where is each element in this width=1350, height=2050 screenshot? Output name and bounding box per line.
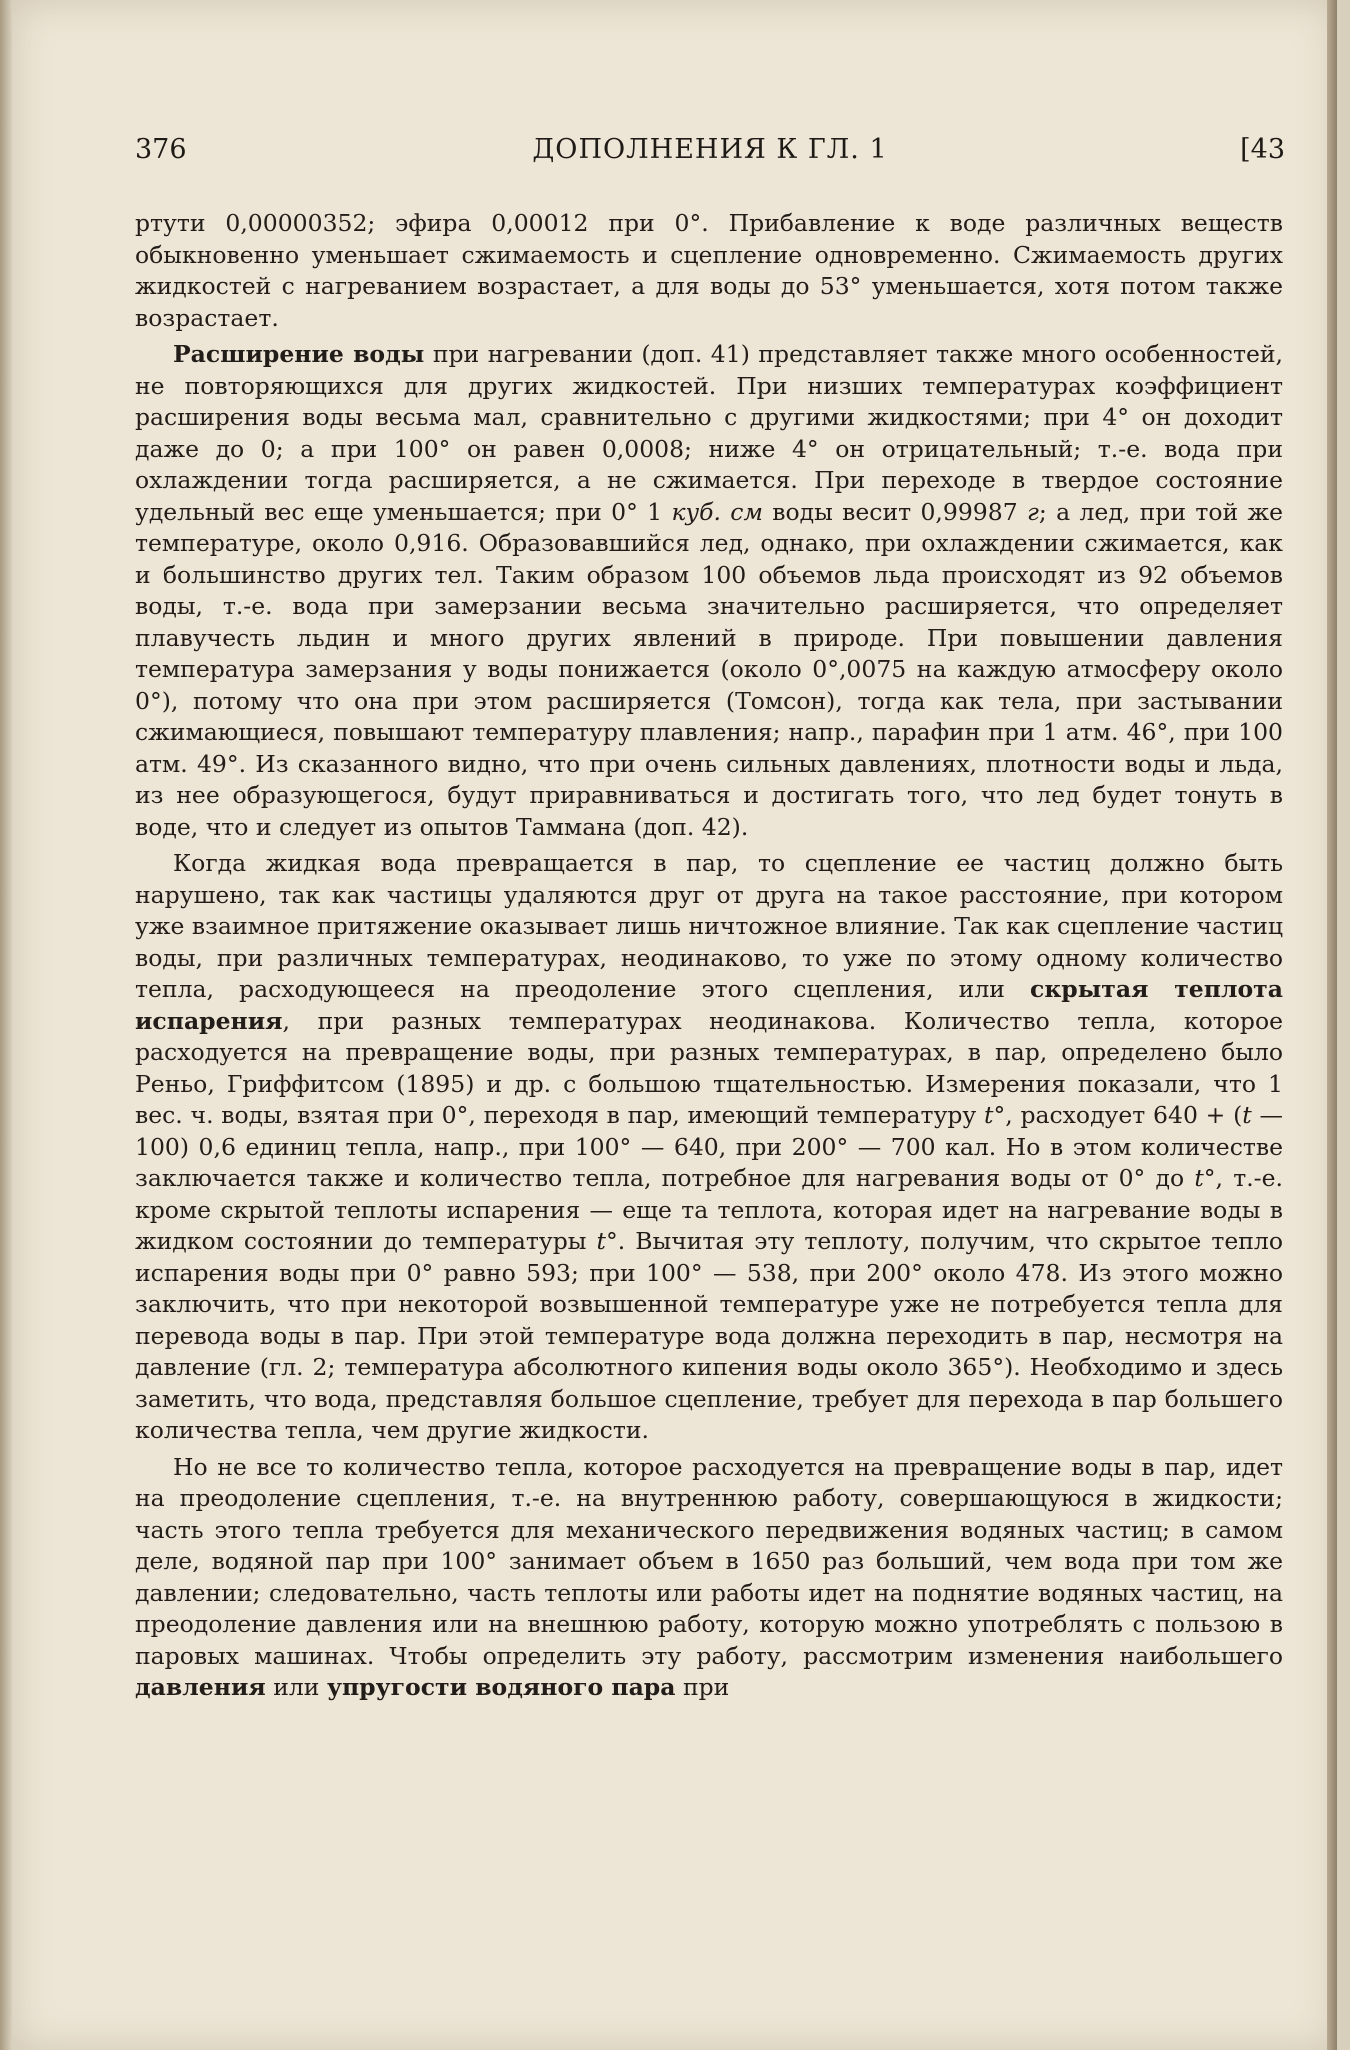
section-number: [43 [1240,134,1285,165]
term-pressure: давления [135,1673,266,1701]
term-latent-heat: скрытая теплота испарения [135,975,1283,1035]
page-number: 376 [135,134,187,165]
running-title: ДОПОЛНЕНИЯ К ГЛ. 1 [532,134,888,165]
term-vapor-elasticity: упругости водяного пара [326,1673,676,1701]
paragraph-2: Расширение воды при нагревании (доп. 41) представляет также много особенностей, не повторяющихся для других жидкостей. При низших температурах коэффициент расширения воды весьма мал, сравнительно с другими жидкостями; при 4° он доходит даже до 0; а при 100° он равен 0,0008; ниже 4° он отрицательный; т.-е. вода при охлаждении тогда расширяется, а не сжимается. При переходе в твердое состояние удельный вес еще уменьшается; при 0° 1 куб. см воды весит 0,99987 г; а лед, при той же температуре, около 0,916. Образовавшийся лед, однако, при охлаждении сжимается, как и большинство других тел. Таким образом 100 объемов льда происходят из 92 объемов воды, т.-е. вода при замерзании весьма значительно расширяется, что определяет плавучесть льдин и много других явлений в природе. При повышении давления температура замерзания у воды понижается (около 0°,0075 на каждую атмосферу около 0°), потому что она при этом расширяется (Томсон), тогда как тела, при застывании сжимающиеся, повышают температуру плавления; напр., парафин при 1 атм. 46°, при 100 атм. 49°. Из сказанного видно, что при очень сильных давлениях, плотности воды и льда, из нее образующегося, будут приравниваться и достигать того, что лед будет тонуть в воде, что и следует из опытов Таммана (доп. 42). [135,340,1284,841]
running-header [135,134,1285,174]
paragraph-4: Но не все то количество тепла, которое расходуется на превращение воды в пар, идет на преодоление сцепления, т.-е. на внутреннюю работу, совершающуюся в жидкости; часть этого тепла требуется для механического передвижения водяных частиц; в самом деле, водяной пар при 100° занимает объем в 1650 раз больший, чем вода при том же давлении; следовательно, часть теплоты или работы идет на поднятие водяных частиц, на преодоление давления или на внешнюю работу, которую можно употреблять с пользою в паровых машинах. Чтобы определить эту работу, рассмотрим изменения наибольшего давления или упругости водяного пара при [135,1452,1283,1701]
term-water-expansion: Расширение воды [173,340,425,368]
paragraph-1: ртути 0,00000352; эфира 0,00012 при 0°. Прибавление к воде различных веществ обыкновенно уменьшает сжимаемость и сцепление одновременно. Сжимаемость других жидкостей с нагреванием возрастает, а для воды до 53° уменьшается, хотя потом также возрастает. [135,209,1283,332]
page-edge [1327,0,1337,2050]
book-gutter [0,0,12,2050]
page-body [135,208,1283,1704]
paragraph-3: Когда жидкая вода превращается в пар, то сцепление ее частиц должно быть нарушено, так как частицы удаляются друг от друга на такое расстояние, при котором уже взаимное притяжение оказывает лишь ничтожное влияние. Так как сцепление частиц воды, при различных температурах, неодинаково, то уже по этому одному количество тепла, расходующееся на преодоление этого сцепления, или скрытая теплота испарения, при разных температурах неодинакова. Количество тепла, которое расходуется на превращение воды, при разных температурах, в пар, определено было Реньо, Гриффитсом (1895) и др. с большою тщательностью. Измерения показали, что 1 вес. ч. воды, взятая при 0°, переходя в пар, имеющий температуру t°, расходует 640 + (t — 100) 0,6 единиц тепла, напр., при 100° — 640, при 200° — 700 кал. Но в этом количестве заключается также и количество тепла, потребное для нагревания воды от 0° до t°, т.-е. кроме скрытой теплоты испарения — еще та теплота, которая идет на нагревание воды в жидком состоянии до температуры t°. Вычитая эту теплоту, получим, что скрытое тепло испарения воды при 0° равно 593; при 100° — 538, при 200° около 478. Из этого можно заключить, что при некоторой возвышенной температуре уже не потребуется тепла для перевода воды в пар. При этой температуре вода должна переходить в пар, несмотря на давление (гл. 2; температура абсолютного кипения воды около 365°). Необходимо и здесь заметить, что вода, представляя большое сцепление, требует для перехода в пар большего количества тепла, чем другие жидкости. [135,849,1283,1444]
